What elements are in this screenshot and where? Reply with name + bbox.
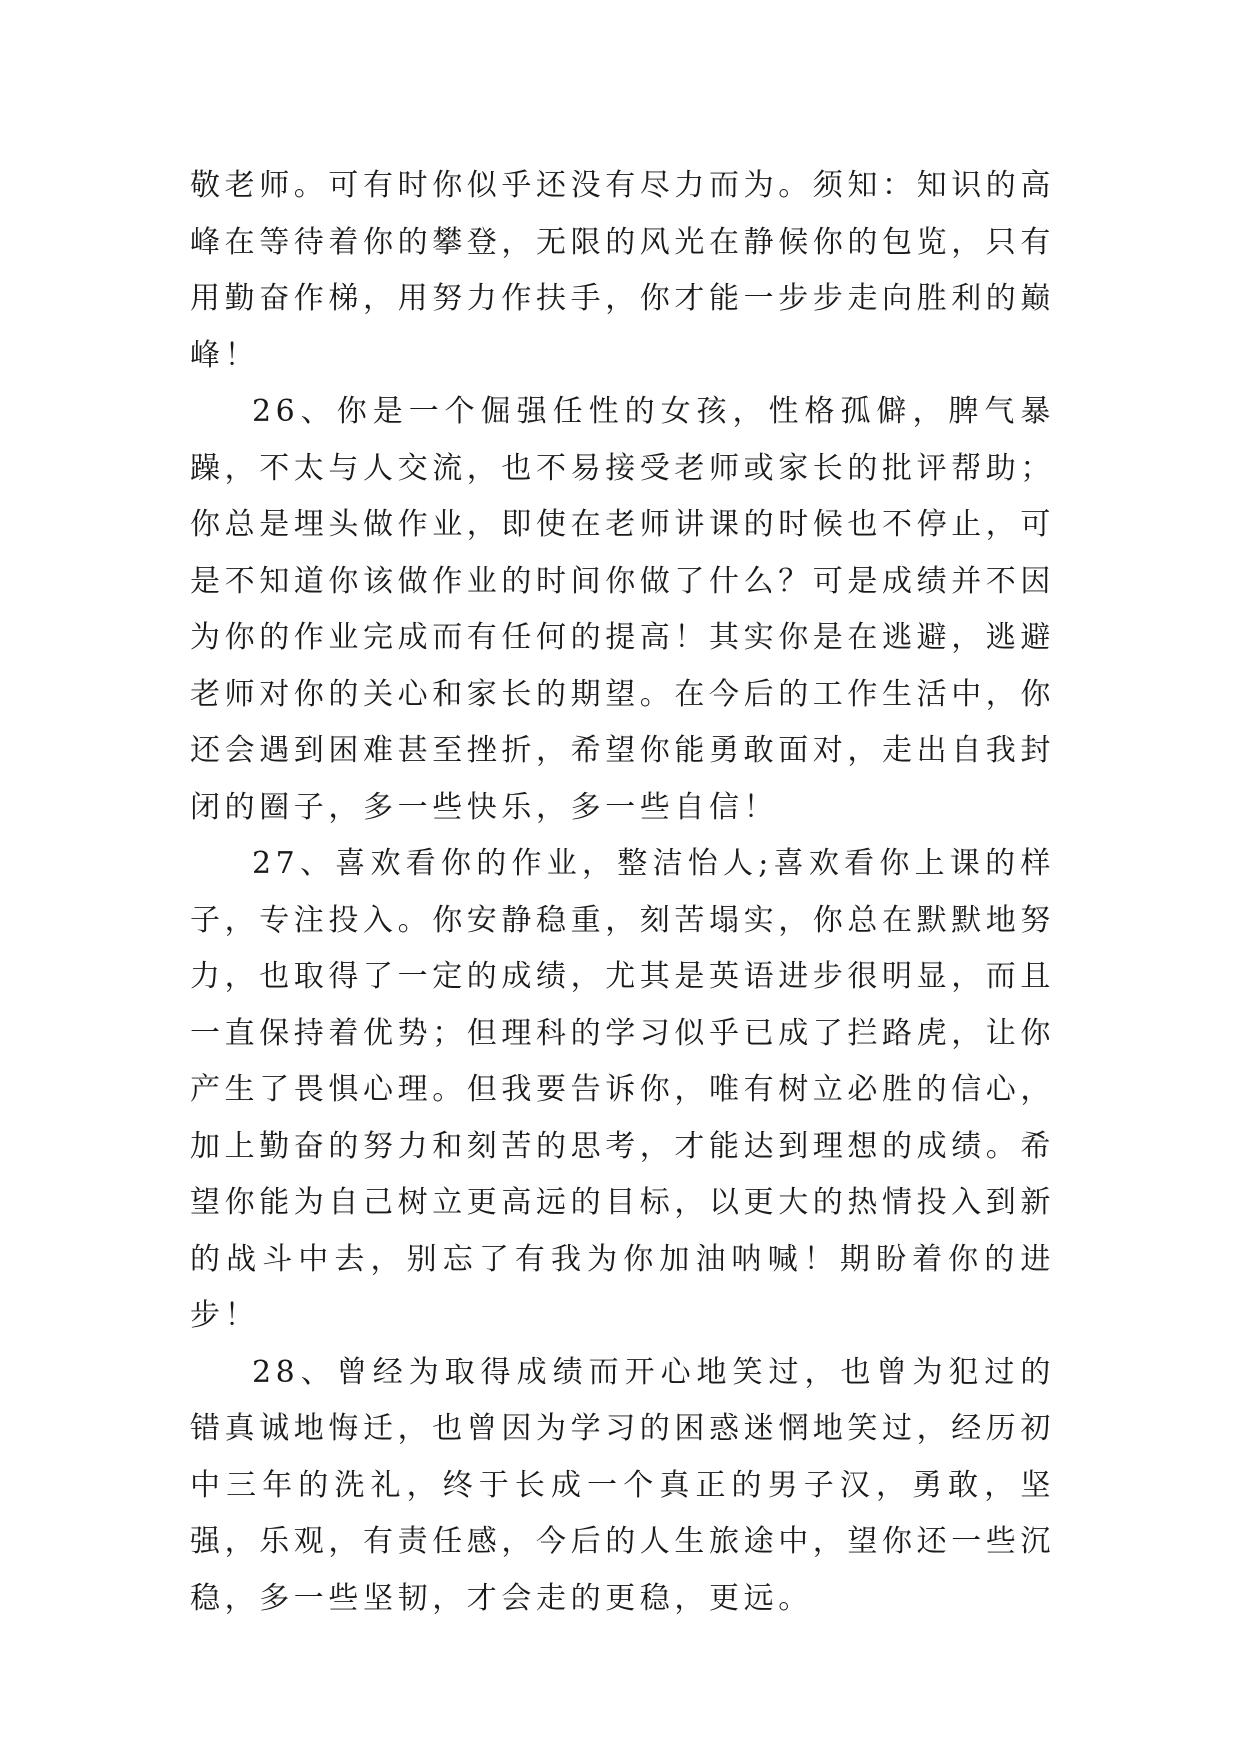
paragraph-26: 26、你是一个倔强任性的女孩，性格孤僻，脾气暴躁，不太与人交流，也不易接受老师或家长的批评帮助；你总是埋头做作业，即使在老师讲课的时候也不停止，可是不知道你该做作业的时间你做了什么？可是成绩并不因为你的作业完成而有任何的提高！其实你是在逃避，逃避老师对你的关心和家长的期望。在今后的工作生活中，你还会遇到困难甚至挫折，希望你能勇敢面对，走出自我封闭的圈子，多一些快乐，多一些自信！: [190, 394, 1055, 825]
paragraph-28: 28、曾经为取得成绩而开心地笑过，也曾为犯过的错真诚地悔迁，也曾因为学习的困惑迷惘地笑过，经历初中三年的洗礼，终于长成一个真正的男子汉，勇敢，坚强，乐观，有责任感，今后的人生旅途中，望你还一些沉稳，多一些坚韧，才会走的更稳，更远。: [190, 1354, 1055, 1616]
paragraph-continuation: 敬老师。可有时你似乎还没有尽力而为。须知：知识的高峰在等待着你的攀登，无限的风光在静候你的包览，只有用勤奋作梯，用努力作扶手，你才能一步步走向胜利的巅峰！: [190, 168, 1055, 373]
body-text: [190, 158, 1055, 1627]
paragraph-27: 27、喜欢看你的作业，整洁怡人;喜欢看你上课的样子，专注投入。你安静稳重，刻苦塌实，你总在默默地努力，也取得了一定的成绩，尤其是英语进步很明显，而且一直保持着优势；但理科的学习似乎已成了拦路虎，让你产生了畏惧心理。但我要告诉你，唯有树立必胜的信心，加上勤奋的努力和刻苦的思考，才能达到理想的成绩。希望你能为自己树立更高远的目标，以更大的热情投入到新的战斗中去，别忘了有我为你加油呐喊！期盼着你的进步！: [190, 846, 1055, 1333]
